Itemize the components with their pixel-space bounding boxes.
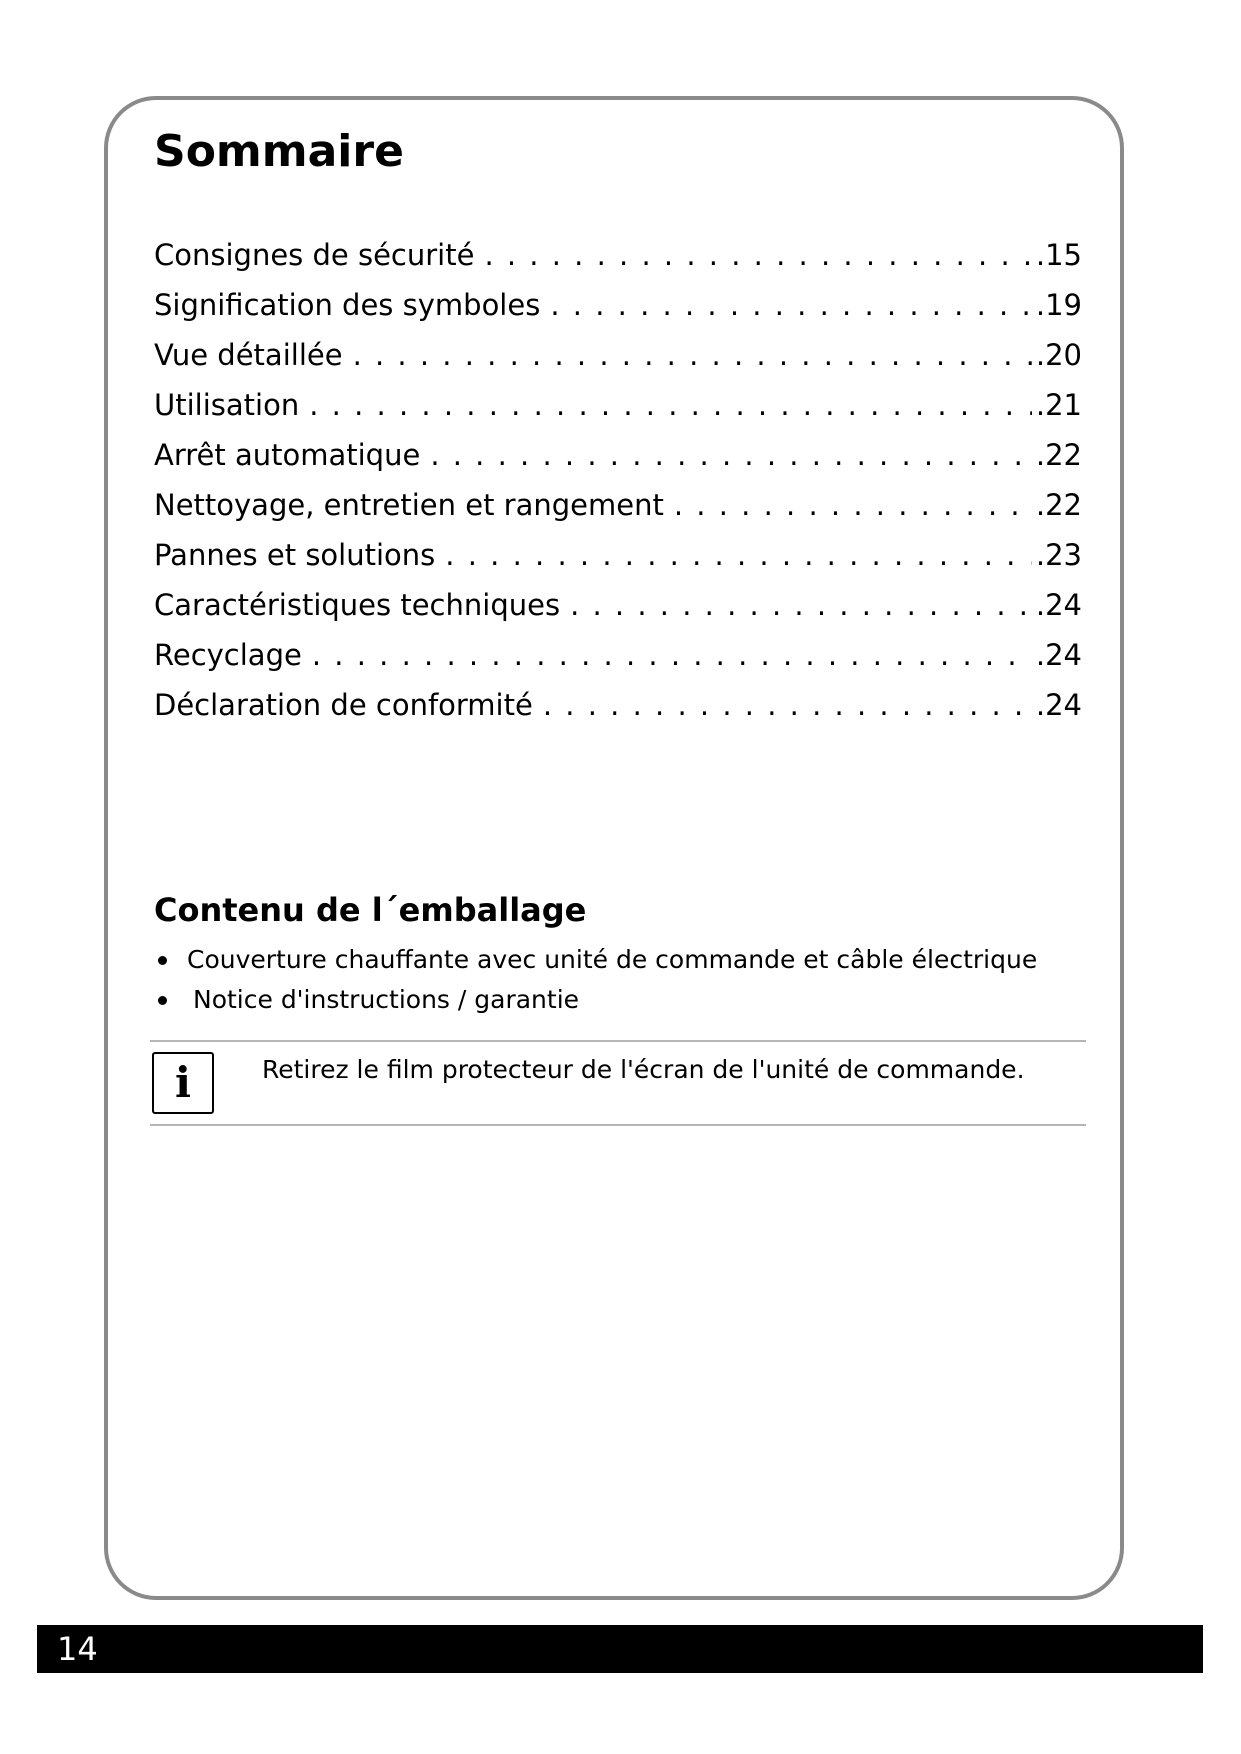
toc-entry[interactable] [154, 630, 1082, 680]
note-text: Retirez le film protecteur de l'écran de l'unité de commande. [262, 1055, 1025, 1084]
bullet-icon [158, 956, 167, 965]
toc-entry-label: Signification des symboles [154, 288, 541, 322]
toc-entry-page: .24 [1035, 638, 1082, 672]
toc-leader-dots [445, 530, 1032, 580]
toc-leader-dots [353, 330, 1032, 380]
toc-entry-label: Vue détaillée [154, 338, 343, 372]
toc-entry-label: Consignes de sécurité [154, 238, 475, 272]
page-title: Sommaire [154, 126, 404, 177]
toc-entry-page: .23 [1035, 538, 1082, 572]
toc-leader-dots [309, 380, 1032, 430]
toc-entry[interactable] [154, 480, 1082, 530]
toc-entry-page: .22 [1035, 488, 1082, 522]
toc-leader-dots [674, 480, 1032, 530]
toc-entry[interactable] [154, 280, 1082, 330]
toc-entry[interactable] [154, 330, 1082, 380]
toc-entry-label: Pannes et solutions [154, 538, 436, 572]
note-top-rule [150, 1040, 1086, 1042]
toc-entry-label: Arrêt automatique [154, 438, 421, 472]
list-item [154, 980, 1037, 1020]
toc-entry-page: .15 [1035, 238, 1082, 272]
toc-entry[interactable] [154, 430, 1082, 480]
toc-entry-page: .22 [1035, 438, 1082, 472]
toc-entry-label: Caractéristiques techniques [154, 588, 561, 622]
toc-leader-dots [570, 580, 1032, 630]
toc-entry-page: .24 [1035, 688, 1082, 722]
toc-entry-label: Recyclage [154, 638, 302, 672]
toc-entry-page: .19 [1035, 288, 1082, 322]
toc-entry-page: .20 [1035, 338, 1082, 372]
package-contents-list [154, 940, 1037, 1020]
toc-entry-label: Nettoyage, entretien et rangement [154, 488, 664, 522]
toc-leader-dots [543, 680, 1032, 730]
toc-entry-label: Utilisation [154, 388, 300, 422]
toc-leader-dots [312, 630, 1032, 680]
list-item-text: Couverture chauffante avec unité de commande et câble électrique [187, 945, 1038, 974]
bullet-icon [158, 996, 167, 1005]
list-item [154, 940, 1037, 980]
toc-entry-page: .24 [1035, 588, 1082, 622]
toc-entry[interactable] [154, 380, 1082, 430]
toc-entry[interactable] [154, 680, 1082, 730]
note-bottom-rule [150, 1124, 1086, 1126]
toc-leader-dots [484, 230, 1031, 280]
toc-entry-page: .21 [1035, 388, 1082, 422]
table-of-contents [154, 230, 1082, 730]
info-icon: i [152, 1052, 214, 1114]
list-item-text: Notice d'instructions / garantie [193, 985, 580, 1014]
package-contents-heading: Contenu de l´emballage [154, 891, 587, 929]
toc-entry[interactable] [154, 530, 1082, 580]
toc-leader-dots [550, 280, 1032, 330]
toc-entry-label: Déclaration de conformité [154, 688, 533, 722]
toc-entry[interactable] [154, 230, 1082, 280]
toc-entry[interactable] [154, 580, 1082, 630]
footer-bar [37, 1625, 1203, 1673]
page-number: 14 [57, 1630, 98, 1668]
toc-leader-dots [430, 430, 1032, 480]
